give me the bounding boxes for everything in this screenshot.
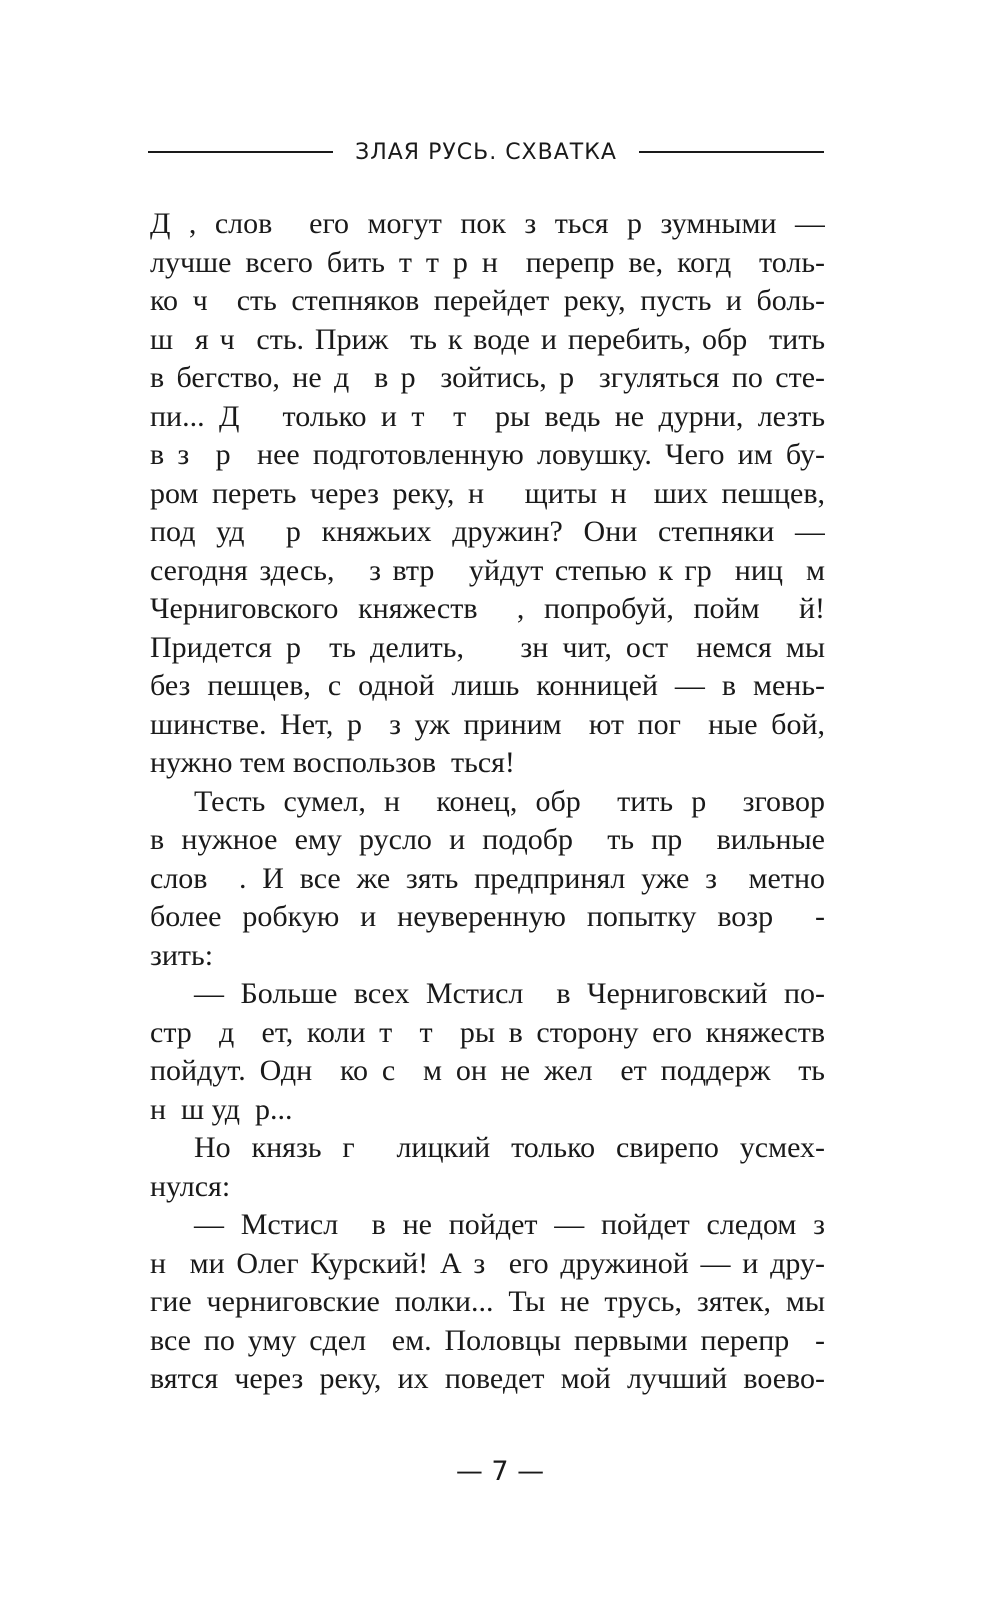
text-line: зить: (150, 938, 214, 972)
text-line: Черниговского княжеств , попробуй, пойм й! (150, 592, 825, 625)
text-line: Тесть сумел, н конец, обр тить р зговор (194, 784, 825, 818)
body-text (150, 205, 825, 1399)
text-line: н ш уд р... (150, 1092, 293, 1126)
header-rule-left (148, 151, 333, 153)
text-line: все по уму сдел ем. Половцы первыми перепр - (150, 1323, 825, 1357)
text-line: нулся: (150, 1169, 231, 1203)
running-header (148, 132, 824, 172)
text-line: вятся через реку, их поведет мой лучший воево- (150, 1362, 825, 1395)
text-line: в нужное ему русло и подобр ть пр вильные (150, 823, 825, 856)
text-line: пи... Д только и т т ры ведь не дурни, лезть (150, 399, 825, 433)
text-line: ром переть через реку, н щиты н ших пешцев, (150, 476, 825, 510)
text-line: нужно тем воспользов ться! (150, 746, 515, 779)
text-line: более робкую и неуверенную попытку возр - (150, 900, 825, 933)
running-header-title: ЗЛАЯ РУСЬ. СХВАТКА (355, 139, 617, 165)
text-line: в бегство, не д в р зойтись, р згуляться по сте- (150, 361, 825, 394)
text-line: гие черниговские полки... Ты не трусь, зятек, мы (150, 1285, 825, 1318)
text-line: без пешцев, с одной лишь конницей — в мень- (150, 669, 825, 702)
header-rule-right (639, 151, 824, 153)
text-line: шинстве. Нет, р з уж приним ют пог ные бой, (150, 707, 825, 741)
text-line: Д , слов его могут пок з ться р зумными — (150, 207, 825, 240)
text-line: стр д ет, коли т т ры в сторону его княжеств (150, 1015, 825, 1049)
text-line: лучше всего бить т т р н перепр ве, когд толь- (150, 245, 825, 279)
text-line: под уд р княжьих дружин? Они степняки — (150, 515, 825, 548)
text-line: Но князь г лицкий только свирепо усмех- (194, 1131, 825, 1164)
text-line: пойдут. Одн ко с м он не жел ет поддерж ть (150, 1054, 825, 1087)
text-line: ш я ч сть. Приж ть к воде и перебить, обр тить (150, 322, 825, 356)
text-line: — Больше всех Мстисл в Черниговский по- (194, 977, 825, 1010)
text-line: н ми Олег Курский! А з его дружиной — и дру- (150, 1246, 825, 1280)
page-number: — 7 — (455, 1456, 545, 1487)
text-line: — Мстисл в не пойдет — пойдет следом з (194, 1208, 825, 1241)
text-line: Придется р ть делить, зн чит, ост немся мы (150, 630, 825, 664)
text-line: ко ч сть степняков перейдет реку, пусть и боль- (150, 284, 825, 317)
text-line: сегодня здесь, з втр уйдут степью к гр ниц м (150, 553, 825, 587)
text-line: в з р нее подготовленную ловушку. Чего им бу- (150, 438, 825, 471)
text-line: слов . И все же зять предпринял уже з метно (150, 861, 825, 895)
